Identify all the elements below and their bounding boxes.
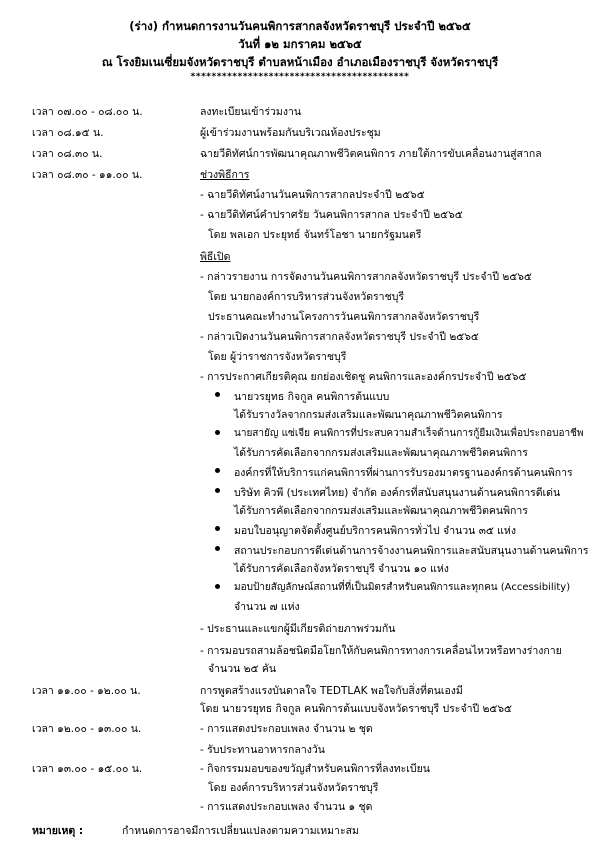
activity-text: นายสายัญ แซ่เจีย คนพิการที่ประสบความสำเร็จด้านการกู้ยืมเงินเพื่อประกอบอาชีพ (234, 428, 584, 439)
activity-text: องค์กรที่ให้บริการแก่คนพิการที่ผ่านการรับรองมาตรฐานองค์กรด้านคนพิการ (234, 467, 573, 479)
activity-text: นายวรยุทธ กิจกูล คนพิการต้นแบบ (234, 391, 390, 403)
bullet-item (0, 598, 600, 614)
time-label: เวลา ๑๑.๐๐ - ๑๒.๐๐ น. (32, 685, 141, 697)
header-divider: ****************************************** (190, 72, 410, 82)
bullet-item (0, 426, 600, 442)
activity-text: ได้รับการคัดเลือกจากกรมส่งเสริมและพัฒนาคุณภาพชีวิตคนพิการ (234, 447, 528, 459)
activity-text: โดย ผู้ว่าราชการจังหวัดราชบุรี (208, 351, 347, 363)
activity-text: โดย นายกองค์การบริหารส่วนจังหวัดราชบุรี (208, 291, 405, 303)
activity-text: - การแสดงประกอบเพลง จำนวน ๒ ชุด (200, 723, 373, 735)
schedule-row (0, 103, 600, 119)
schedule-row (0, 145, 600, 161)
time-label: เวลา ๐๘.๓๐ น. (32, 148, 103, 160)
bullet-item (0, 464, 600, 480)
bullet-icon (215, 488, 220, 493)
bullet-icon (215, 546, 220, 551)
bullet-icon (215, 526, 220, 531)
list-item (0, 660, 600, 676)
list-item (0, 779, 600, 795)
list-item (0, 328, 600, 344)
list-item (0, 741, 600, 757)
list-item (0, 206, 600, 222)
bullet-item (0, 542, 600, 558)
note-text: กำหนดการอาจมีการเปลี่ยนแปลงตามความเหมาะสม (122, 825, 359, 837)
activity-text: - กิจกรรมมอบของขวัญสำหรับคนพิการที่ลงทะเบียน (200, 763, 430, 775)
activity-text: ได้รับการคัดเลือกจากกรมส่งเสริมและพัฒนาคุณภาพชีวิตคนพิการ (234, 505, 528, 517)
activity-text: จำนวน ๗ แห่ง (234, 601, 300, 613)
activity-text: - ประธานและแขกผู้มีเกียรติถ่ายภาพร่วมกัน (200, 623, 396, 635)
activity-text: ฉายวีดิทัศน์การพัฒนาคุณภาพชีวิตคนพิการ ภายใต้การขับเคลื่อนงานสู่สากล (200, 148, 542, 160)
schedule-row (0, 760, 600, 776)
list-item (0, 642, 600, 658)
bullet-icon (215, 392, 220, 397)
time-label: เวลา ๑๓.๐๐ - ๑๕.๐๐ น. (32, 763, 143, 775)
activity-text: - กล่าวรายงาน การจัดงานวันคนพิการสากลจังหวัดราชบุรี ประจำปี ๒๕๖๕ (200, 271, 532, 283)
bullet-icon (215, 584, 220, 589)
list-item (0, 248, 600, 264)
time-label: เวลา ๐๘.๑๕ น. (32, 127, 104, 139)
activity-text: โดย องค์การบริหารส่วนจังหวัดราชบุรี (208, 782, 379, 794)
schedule-row (0, 720, 600, 736)
activity-text: ผู้เข้าร่วมงานพร้อมกันบริเวณห้องประชุม (200, 127, 381, 139)
activity-text: ได้รับรางวัลจากกรมส่งเสริมและพัฒนาคุณภาพชีวิตคนพิการ (234, 409, 503, 421)
activity-text: จำนวน ๒๕ คัน (208, 663, 277, 675)
time-label: เวลา ๑๒.๐๐ - ๑๓.๐๐ น. (32, 723, 142, 735)
note-label: หมายเหตุ : (32, 825, 84, 837)
bullet-item (0, 484, 600, 500)
bullet-item (0, 444, 600, 460)
list-item (0, 268, 600, 284)
activity-text: ประธานคณะทำงานโครงการวันคนพิการสากลจังหวัดราชบุรี (208, 311, 480, 323)
activity-text: การพูดสร้างแรงบันดาลใจ TEDTLAK พอใจกับสิ่งที่ตนเองมี (200, 685, 463, 697)
activity-text: - การมอบรถสามล้อชนิดมือโยกให้กับคนพิการทางการเคลื่อนไหวหรือทางร่างกาย (200, 645, 562, 657)
bullet-item (0, 522, 600, 538)
activity-text: โดย นายวรยุทธ กิจกูล คนพิการต้นแบบจังหวัดราชบุรี ประจำปี ๒๕๖๕ (200, 703, 512, 715)
list-item (0, 308, 600, 324)
activity-text: โดย พลเอก ประยุทธ์ จันทร์โอชา นายกรัฐมนตรี (208, 229, 422, 241)
section-title-ceremony: ช่วงพิธีการ (200, 169, 250, 181)
list-item (0, 700, 600, 716)
list-item (0, 620, 600, 636)
list-item (0, 368, 600, 384)
list-item (0, 186, 600, 202)
activity-text: มอบใบอนุญาตจัดตั้งศูนย์บริการคนพิการทั่วไป จำนวน ๓๕ แห่ง (234, 525, 516, 537)
event-venue: ณ โรงยิมเนเซี่ยมจังหวัดราชบุรี ตำบลหน้าเมือง อำเภอเมืองราชบุรี จังหวัดราชบุรี (101, 55, 499, 69)
event-date: วันที่ ๑๒ มกราคม ๒๕๖๕ (238, 37, 362, 51)
activity-text: ได้รับการคัดเลือกจังหวัดราชบุรี จำนวน ๑๐ แห่ง (234, 563, 449, 575)
bullet-item (0, 406, 600, 422)
bullet-icon (215, 468, 220, 473)
activity-text: สถานประกอบการดีเด่นด้านการจ้างงานคนพิการและสนับสนุนงานด้านคนพิการ (234, 545, 589, 557)
section-title-opening: พิธีเปิด (200, 251, 231, 263)
activity-text: ลงทะเบียนเข้าร่วมงาน (200, 106, 302, 118)
bullet-icon (215, 430, 220, 435)
bullet-item (0, 560, 600, 576)
time-label: เวลา ๐๗.๐๐ - ๐๘.๐๐ น. (32, 106, 143, 118)
activity-text: - กล่าวเปิดงานวันคนพิการสากลจังหวัดราชบุรี ประจำปี ๒๕๖๕ (200, 331, 479, 343)
activity-text: - รับประทานอาหารกลางวัน (200, 744, 325, 756)
bullet-item (0, 502, 600, 518)
schedule-row (0, 682, 600, 698)
bullet-item (0, 388, 600, 404)
schedule-row (0, 124, 600, 140)
activity-text: มอบป้ายสัญลักษณ์สถานที่ที่เป็นมิตรสำหรับคนพิการและทุกคน (Accessibility) (234, 582, 571, 593)
document-title: (ร่าง) กำหนดการงานวันคนพิการสากลจังหวัดราชบุรี ประจำปี ๒๕๖๕ (129, 19, 471, 33)
list-item (0, 226, 600, 242)
list-item (0, 288, 600, 304)
note (0, 822, 600, 838)
activity-text: - ฉายวีดิทัศน์งานวันคนพิการสากลประจำปี ๒๕๖๕ (200, 189, 425, 201)
activity-text: - การประกาศเกียรติคุณ ยกย่องเชิดชู คนพิการและองค์กรประจำปี ๒๕๖๕ (200, 371, 527, 383)
list-item (0, 348, 600, 364)
activity-text: - การแสดงประกอบเพลง จำนวน ๑ ชุด (200, 801, 373, 813)
activity-text: - ฉายวีดิทัศน์คำปราศรัย วันคนพิการสากล ประจำปี ๒๕๖๕ (200, 209, 463, 221)
activity-text: บริษัท คิวพี (ประเทศไทย) จำกัด องค์กรที่สนับสนุนงานด้านคนพิการดีเด่น (234, 487, 561, 499)
schedule-row (0, 166, 600, 182)
list-item (0, 798, 600, 814)
time-label: เวลา ๐๘.๓๐ - ๑๑.๐๐ น. (32, 169, 143, 181)
bullet-item (0, 580, 600, 596)
